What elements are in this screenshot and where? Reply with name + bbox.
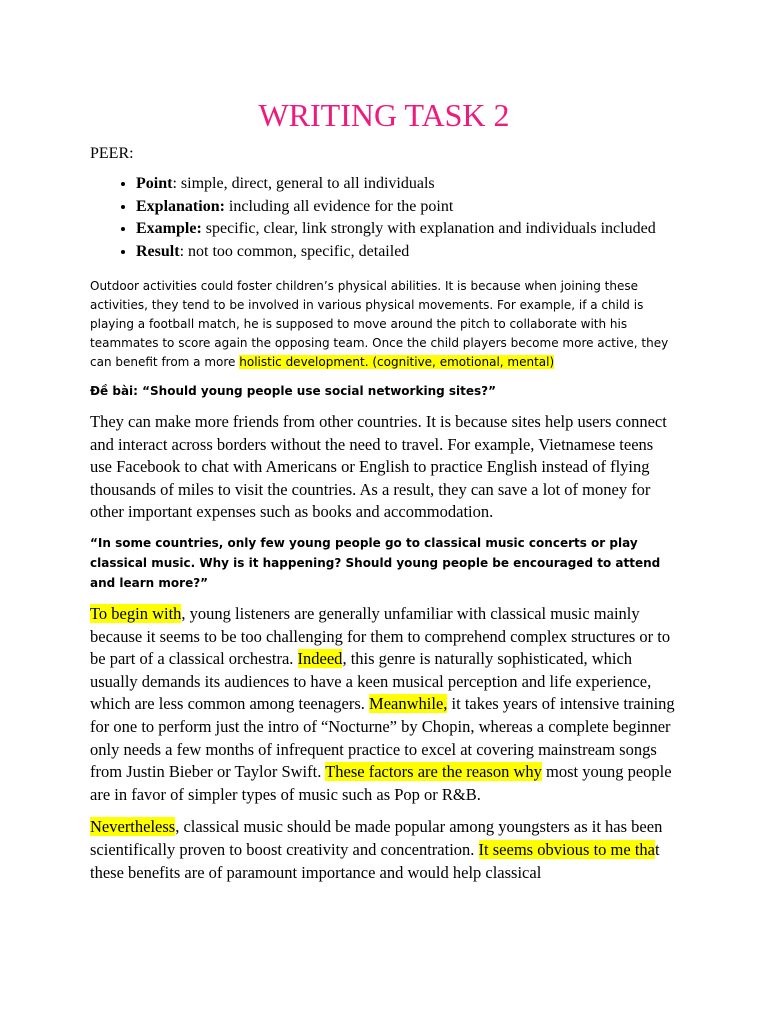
definition-explanation: including all evidence for the point	[228, 197, 454, 215]
social-networking-paragraph: They can make more friends from other countries. It is because sites help users connect and interact across borders without the need to travel. For example, Vietnamese teens use Facebook to chat with Americans or English to practice English instead of flying thousands of miles to visit the countries. As a result, they can save a lot of money for other important expenses such as books and accommodation.	[90, 412, 667, 522]
highlighted-text: To begin with	[90, 603, 182, 623]
page-title: WRITING TASK 2	[258, 97, 510, 133]
peel-list	[90, 173, 678, 263]
highlighted-text: Meanwhile,	[369, 694, 448, 714]
highlighted-text: Indeed	[297, 649, 343, 669]
classical-music-paragraph-2	[90, 816, 678, 884]
highlighted-text: These factors are the reason why	[325, 762, 542, 782]
highlighted-text: Nevertheless	[90, 817, 176, 837]
list-item-point	[136, 173, 678, 196]
paragraph-text: t these benefits are of paramount importance and would help classical	[90, 839, 660, 882]
term-result: Result	[136, 242, 180, 260]
paragraph-text: , classical music should be made popular among youngsters as it has been scientifically proven to boost creativity and concentration.	[90, 817, 663, 859]
prompt-social-networking: Đề bài: “Should young people use social networking sites?”	[90, 384, 496, 398]
paragraph-text: , young listeners are generally unfamiliar with classical music mainly because it seems to be too challenging for them to comprehend complex structures or to be part of a classical orchestra.	[90, 603, 671, 669]
list-item-example	[136, 218, 678, 241]
list-item-explanation	[136, 196, 678, 219]
prompt-classical-music: “In some countries, only few young people go to classical music concerts or play classical music. Why is it happening? Should young people be encouraged to attend and learn more?”	[90, 535, 661, 590]
term-point: Point	[136, 175, 173, 192]
outdoor-activities-paragraph	[90, 277, 678, 372]
sep: :	[172, 175, 181, 192]
definition-example: specific, clear, link strongly with explanation and individuals included	[205, 220, 656, 237]
term-example: Example:	[136, 220, 202, 237]
paragraph-text: it takes years of intensive training for one to perform just the intro of “Nocturne” by Chopin, whereas a complete beginner only needs a few months of infrequent practice to excel at covering mainstream songs from Justin Bieber or Taylor Swift.	[90, 694, 675, 782]
paragraph-text: , this genre is naturally sophisticated, which usually demands its audiences to have a keen musical perception and life experience, which are less common among teenagers.	[90, 649, 652, 714]
sep: :	[179, 242, 189, 260]
term-explanation: Explanation:	[136, 197, 225, 215]
classical-music-paragraph-1	[90, 603, 678, 806]
list-item-result	[136, 241, 678, 264]
paragraph-text: Outdoor activities could foster children’s physical abilities. It is because when joining these activities, they tend to be involved in various physical movements. For example, if a child is playing a football match, he is supposed to move around the pitch to collaborate with his teammates to score again the opposing team. Once the child players become more active, they can benefit from a more	[90, 279, 669, 369]
peer-label: PEER:	[90, 145, 134, 162]
highlighted-text: It seems obvious to me tha	[478, 839, 655, 859]
definition-point: simple, direct, general to all individuals	[180, 175, 435, 192]
definition-result: not too common, specific, detailed	[188, 242, 410, 260]
highlighted-text: holistic development. (cognitive, emotional, mental)	[239, 355, 555, 369]
paragraph-text: most young people are in favor of simpler types of music such as Pop or R&B.	[90, 762, 672, 804]
